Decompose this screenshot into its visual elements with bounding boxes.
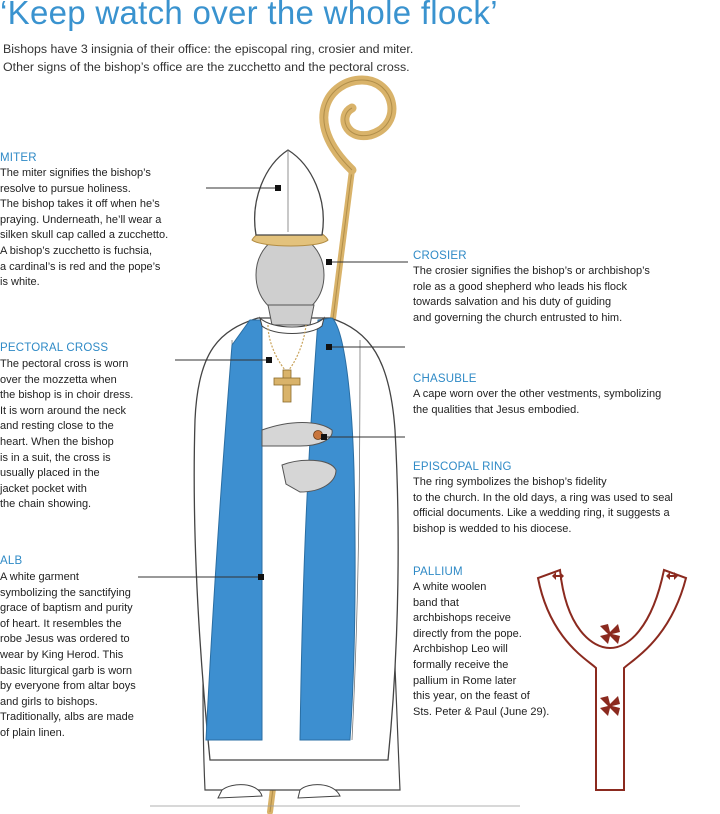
alb-line: symbolizing the sanctifying bbox=[0, 586, 131, 599]
pectoral-cross-line: The pectoral cross is worn bbox=[0, 358, 129, 370]
miter-line: silken skull cap called a zucchetto. bbox=[0, 229, 169, 242]
pallium-line: directly from the pope. bbox=[413, 627, 522, 640]
pallium-heading: PALLIUM bbox=[413, 566, 463, 578]
pallium-line: this year, on the feast of bbox=[413, 690, 530, 703]
episcopal-ring-line: official documents. Like a wedding ring, it suggests a bbox=[413, 507, 670, 520]
pallium-band-icon bbox=[538, 570, 686, 790]
pectoral-cross-line: is in a suit, the cross is bbox=[0, 451, 111, 464]
alb-line: Traditionally, albs are made bbox=[0, 711, 134, 724]
subtitle-line-1: Bishops have 3 insignia of their office: the episcopal ring, crosier and miter. bbox=[3, 42, 414, 56]
crosier-line: and governing the church entrusted to him. bbox=[413, 311, 623, 324]
pallium-line: band that bbox=[413, 596, 459, 609]
miter-line: resolve to pursue holiness. bbox=[0, 182, 131, 195]
pectoral-cross-line: It is worn around the neck bbox=[0, 404, 126, 417]
alb-line: of heart. It resembles the bbox=[0, 617, 122, 630]
miter-line: The bishop takes it off when he’s bbox=[0, 198, 160, 211]
alb-line: wear by King Herod. This bbox=[0, 648, 124, 661]
pectoral-cross-line: the chain showing. bbox=[0, 498, 92, 511]
miter-line: is white. bbox=[0, 276, 40, 289]
crosier-heading: CROSIER bbox=[413, 250, 467, 262]
page-title: ‘Keep watch over the whole flock’ bbox=[0, 0, 498, 31]
pectoral-cross-line: jacket pocket with bbox=[0, 482, 87, 495]
miter-heading: MITER bbox=[0, 152, 37, 164]
episcopal-ring-line: The ring symbolizes the bishop’s fidelity bbox=[413, 476, 607, 488]
pallium-line: archbishops receive bbox=[413, 612, 511, 625]
pallium-line: A white woolen bbox=[413, 581, 487, 593]
pallium-line: Archbishop Leo will bbox=[413, 643, 508, 656]
crosier-text bbox=[413, 264, 650, 326]
pallium-line: Sts. Peter & Paul (June 29). bbox=[413, 705, 550, 718]
chasuble-line: A cape worn over the other vestments, symbolizing bbox=[413, 388, 662, 400]
miter-line: a cardinal’s is red and the pope’s bbox=[0, 260, 161, 273]
crosier-line: The crosier signifies the bishop’s or archbishop’s bbox=[413, 265, 650, 277]
miter-line: A bishop’s zucchetto is fuchsia, bbox=[0, 244, 153, 257]
episcopal-ring-text bbox=[413, 475, 673, 537]
miter-line: The miter signifies the bishop’s bbox=[0, 167, 151, 179]
pectoral-cross-line: over the mozzetta when bbox=[0, 373, 117, 386]
miter-line: praying. Underneath, he’ll wear a bbox=[0, 213, 162, 226]
alb-line: by everyone from altar boys bbox=[0, 680, 136, 693]
alb-line: A white garment bbox=[0, 571, 79, 583]
alb-text bbox=[0, 570, 136, 742]
episcopal-ring-line: bishop is wedded to his diocese. bbox=[413, 522, 572, 535]
miter-icon bbox=[255, 150, 324, 235]
episcopal-ring-heading: EPISCOPAL RING bbox=[413, 461, 512, 473]
pallium-line: formally receive the bbox=[413, 658, 509, 671]
pallium-text bbox=[413, 580, 549, 720]
alb-line: and girls to bishops. bbox=[0, 695, 98, 708]
alb-line: basic liturgical garb is worn bbox=[0, 664, 133, 677]
miter-text bbox=[0, 166, 168, 291]
chasuble-text bbox=[413, 387, 661, 418]
crosier-line: role as a good shepherd who leads his flock bbox=[413, 280, 628, 293]
episcopal-ring-line: to the church. In the old days, a ring was used to seal bbox=[413, 491, 673, 504]
pallium-line: pallium in Rome later bbox=[413, 674, 517, 687]
alb-line: robe Jesus was ordered to bbox=[0, 633, 130, 646]
pectoral-cross-heading: PECTORAL CROSS bbox=[0, 342, 109, 354]
pectoral-cross-line: and resting close to the bbox=[0, 420, 114, 433]
chasuble-heading: CHASUBLE bbox=[413, 373, 477, 385]
pectoral-cross-text bbox=[0, 357, 133, 513]
alb-line: grace of baptism and purity bbox=[0, 602, 133, 615]
pectoral-cross-line: heart. When the bishop bbox=[0, 435, 114, 448]
crosier-line: towards salvation and his duty of guiding bbox=[413, 296, 612, 309]
pectoral-cross-line: the bishop is in choir dress. bbox=[0, 389, 134, 402]
head bbox=[256, 235, 324, 315]
chasuble-line: the qualities that Jesus embodied. bbox=[413, 403, 580, 416]
pectoral-cross-line: usually placed in the bbox=[0, 467, 100, 480]
alb-line: of plain linen. bbox=[0, 726, 65, 739]
subtitle-line-2: Other signs of the bishop’s office are the zucchetto and the pectoral cross. bbox=[3, 60, 410, 74]
alb-heading: ALB bbox=[0, 555, 23, 567]
